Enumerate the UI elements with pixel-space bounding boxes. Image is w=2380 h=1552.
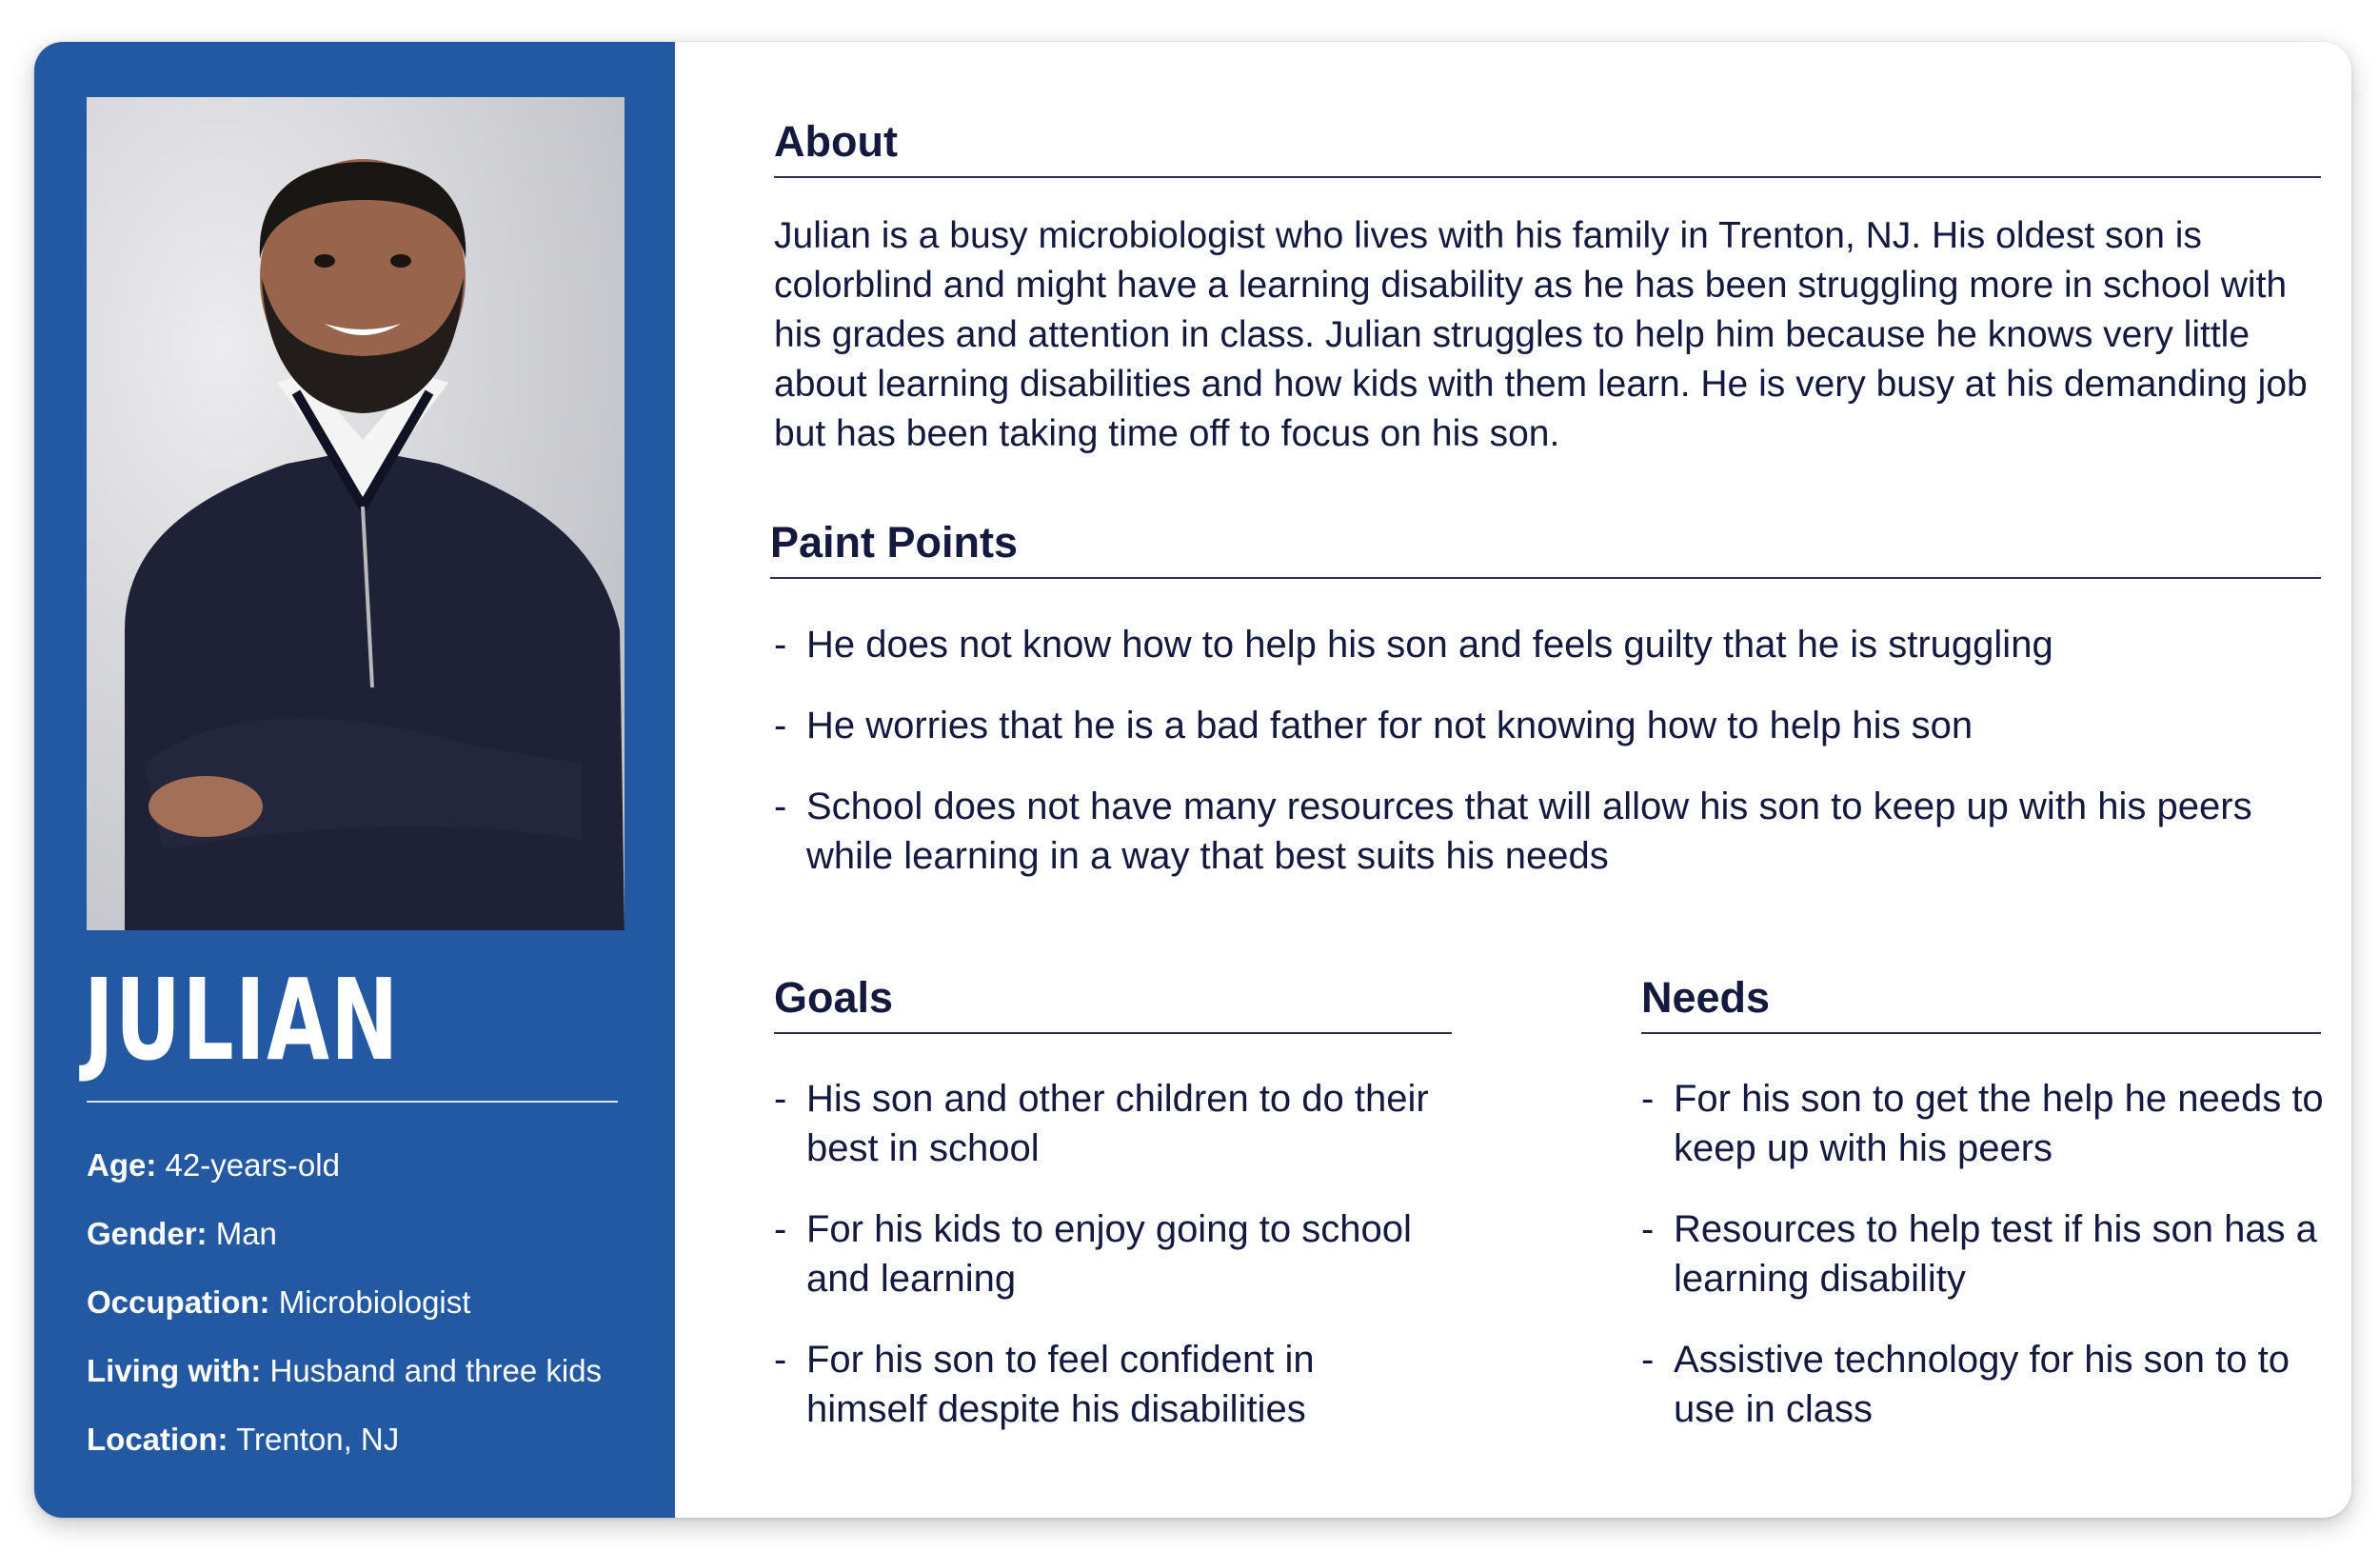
fact-value: 42-years-old [165,1147,340,1183]
pain-points-divider [770,577,2321,579]
persona-portrait-illustration [87,97,625,930]
goal-text: His son and other children to do their best in school [806,1078,1429,1169]
need-text: For his son to get the help he needs to keep up with his peers [1674,1078,2324,1169]
fact-label: Location: [87,1422,228,1457]
list-item [774,782,2278,881]
needs-divider [1641,1032,2321,1034]
bullet-dash: - [774,624,787,666]
persona-name: JULIAN [84,954,400,1085]
bullet-dash: - [774,705,787,746]
bullet-dash: - [774,1339,787,1381]
fact-label: Living with: [87,1353,262,1388]
list-item [774,701,2278,750]
goals-divider [774,1032,1452,1034]
needs-list [1641,1074,2336,1465]
bullet-dash: - [774,1208,787,1250]
pain-points-list [774,620,2278,912]
needs-title: Needs [1641,973,1771,1022]
pain-point-text: He worries that he is a bad father for not knowing how to help his son [806,705,1973,746]
fact-gender [87,1215,602,1283]
pain-point-text: School does not have many resources that will allow his son to keep up with his peers while learning in a way that best suits his needs [806,786,2252,877]
bullet-dash: - [774,1078,787,1120]
goal-text: For his kids to enjoy going to school and learning [806,1208,1412,1300]
fact-value: Trenton, NJ [236,1422,400,1457]
persona-sidebar [34,42,675,1518]
about-divider [774,176,2321,178]
pain-points-title: Paint Points [770,518,1019,567]
bullet-dash: - [1641,1208,1655,1250]
fact-age [87,1146,602,1215]
about-title: About [774,117,898,166]
fact-living-with [87,1352,602,1421]
list-item [1641,1204,2336,1303]
persona-facts [87,1146,602,1489]
list-item [1641,1335,2336,1434]
goals-list [774,1074,1431,1465]
bullet-dash: - [1641,1078,1655,1120]
goal-text: For his son to feel confident in himself despite his disabilities [806,1339,1315,1430]
about-text: Julian is a busy microbiologist who lives with his family in Trenton, NJ. His oldest son is colorblind and might have a learning disability as he has been struggling more in school with his grades and attention in class. Julian struggles to help him because he knows very little about learning disabilities and how kids with them learn. He is very busy at his demanding job but has been taking time off to focus on his son. [774,215,2308,454]
fact-value: Microbiologist [278,1284,471,1320]
need-text: Resources to help test if his son has a learning disability [1674,1208,2317,1300]
fact-value: Husband and three kids [269,1353,603,1388]
list-item [774,1074,1431,1173]
bullet-dash: - [1641,1339,1655,1381]
persona-details [675,42,2351,1518]
persona-card [34,42,2351,1518]
fact-value: Man [215,1216,277,1251]
fact-occupation [87,1283,602,1352]
fact-location [87,1421,602,1489]
goals-title: Goals [774,973,894,1022]
list-item [774,620,2278,669]
bullet-dash: - [774,786,787,827]
fact-label: Occupation: [87,1284,270,1320]
need-text: Assistive technology for his son to to use in class [1674,1339,2290,1430]
list-item [774,1335,1431,1434]
persona-photo [87,97,625,930]
fact-label: Gender: [87,1216,208,1251]
sidebar-divider [87,1101,618,1103]
fact-label: Age: [87,1147,157,1183]
pain-point-text: He does not know how to help his son and feels guilty that he is struggling [806,624,2053,666]
list-item [774,1204,1431,1303]
list-item [1641,1074,2336,1173]
